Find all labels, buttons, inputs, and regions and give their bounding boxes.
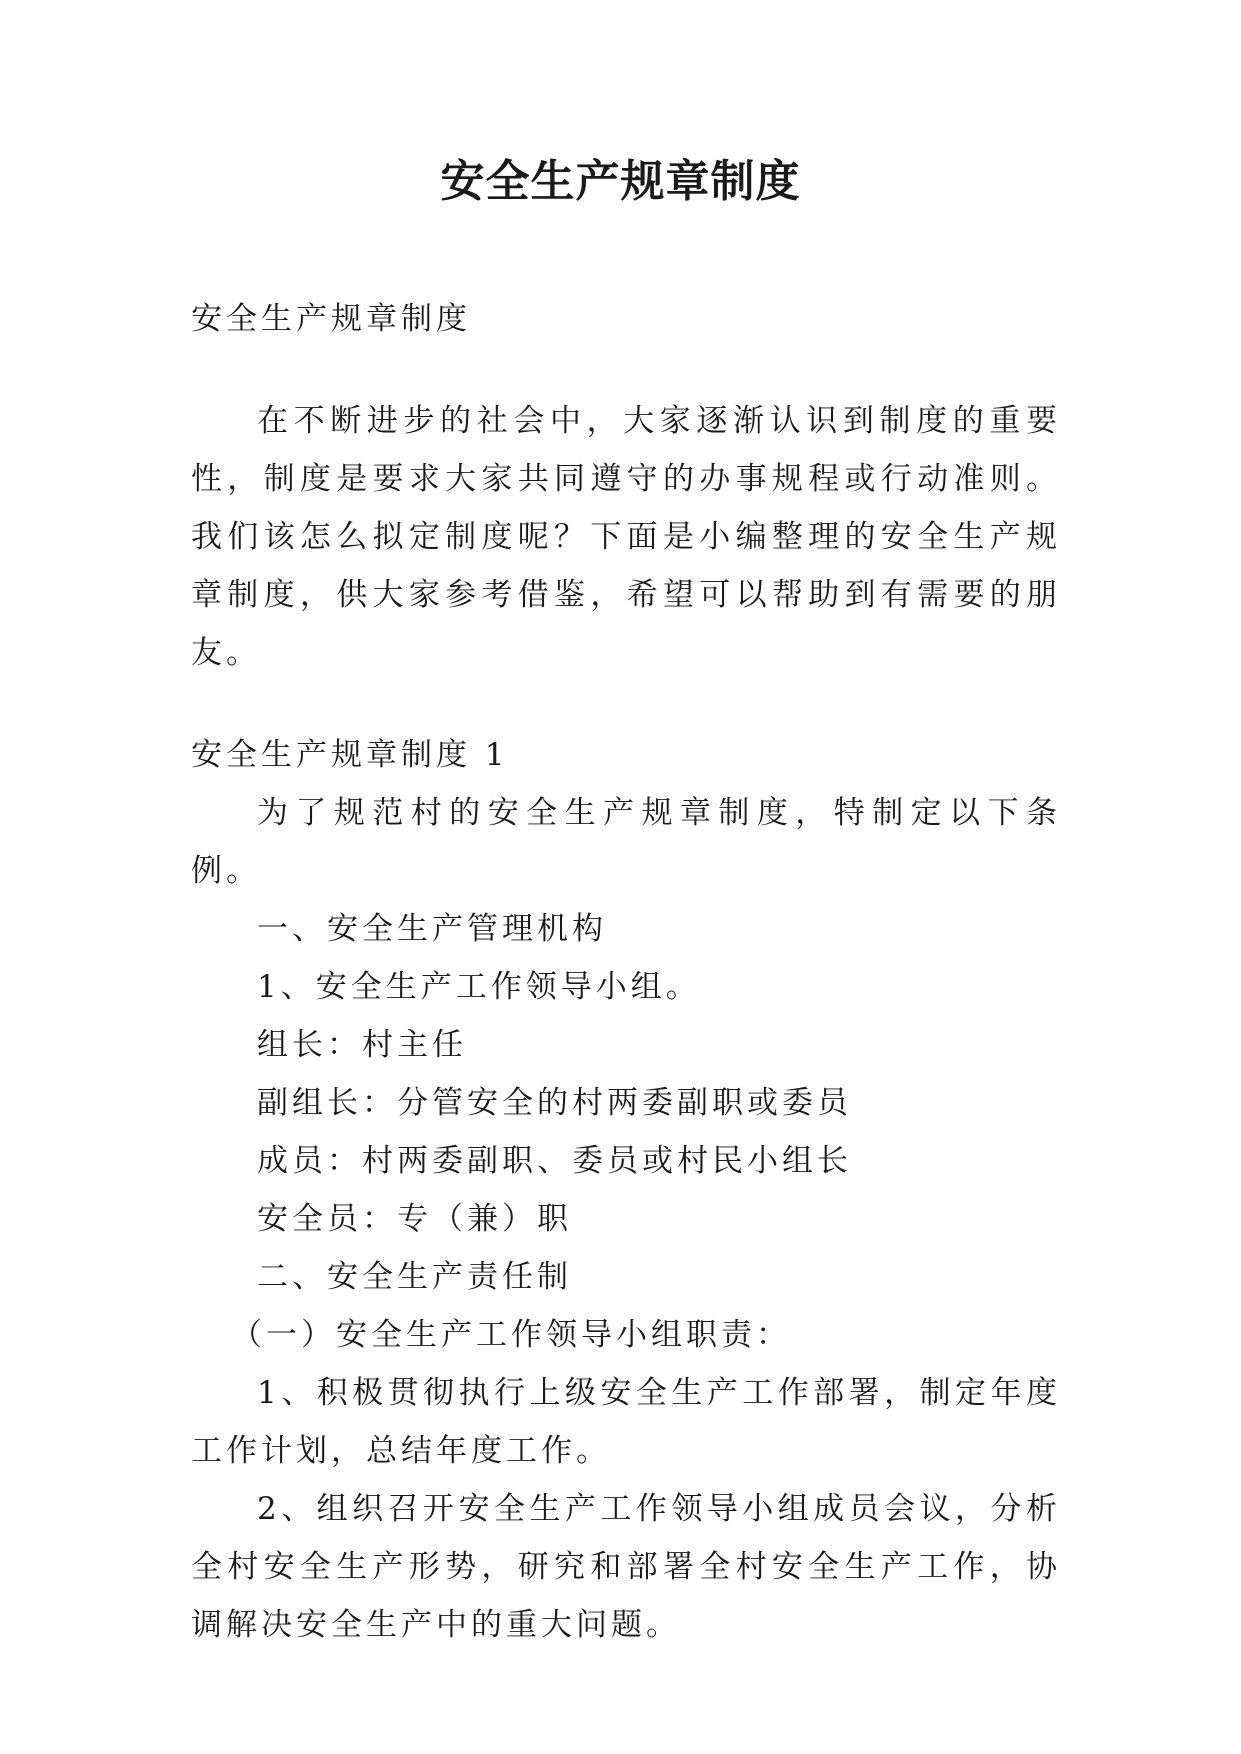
body-line: 副组长：分管安全的村两委副职或委员 xyxy=(257,1085,852,1121)
sub-heading: （一）安全生产工作领导小组职责： xyxy=(231,1317,791,1353)
document-body xyxy=(191,290,1061,1654)
spacer xyxy=(191,682,1061,726)
list-item: 1、积极贯彻执行上级安全生产工作部署，制定年度工作计划，总结年度工作。 xyxy=(191,1375,1061,1469)
list-item: 2、组织召开安全生产工作领导小组成员会议，分析全村安全生产形势，研究和部署全村安全生产工作，协调解决安全生产中的重大问题。 xyxy=(191,1491,1061,1643)
intro-paragraph: 在不断进步的社会中，大家逐渐认识到制度的重要性，制度是要求大家共同遵守的办事规程或行动准则。我们该怎么拟定制度呢？下面是小编整理的安全生产规章制度，供大家参考借鉴，希望可以帮助到有需要的朋友。 xyxy=(191,403,1061,671)
body-line: 一、安全生产管理机构 xyxy=(257,911,607,947)
body-line: 成员：村两委副职、委员或村民小组长 xyxy=(257,1143,852,1179)
body-line: 安全员：专（兼）职 xyxy=(257,1201,572,1237)
body-line: 为了规范村的安全生产规章制度，特制定以下条例。 xyxy=(191,795,1061,889)
section-heading: 安全生产规章制度 1 xyxy=(191,737,509,773)
body-line: 1、安全生产工作领导小组。 xyxy=(257,969,701,1005)
body-line: 二、安全生产责任制 xyxy=(257,1259,572,1295)
body-line: 组长：村主任 xyxy=(257,1027,467,1063)
document-subtitle: 安全生产规章制度 xyxy=(191,301,471,337)
document-title: 安全生产规章制度 xyxy=(440,156,801,207)
spacer xyxy=(191,348,1061,392)
